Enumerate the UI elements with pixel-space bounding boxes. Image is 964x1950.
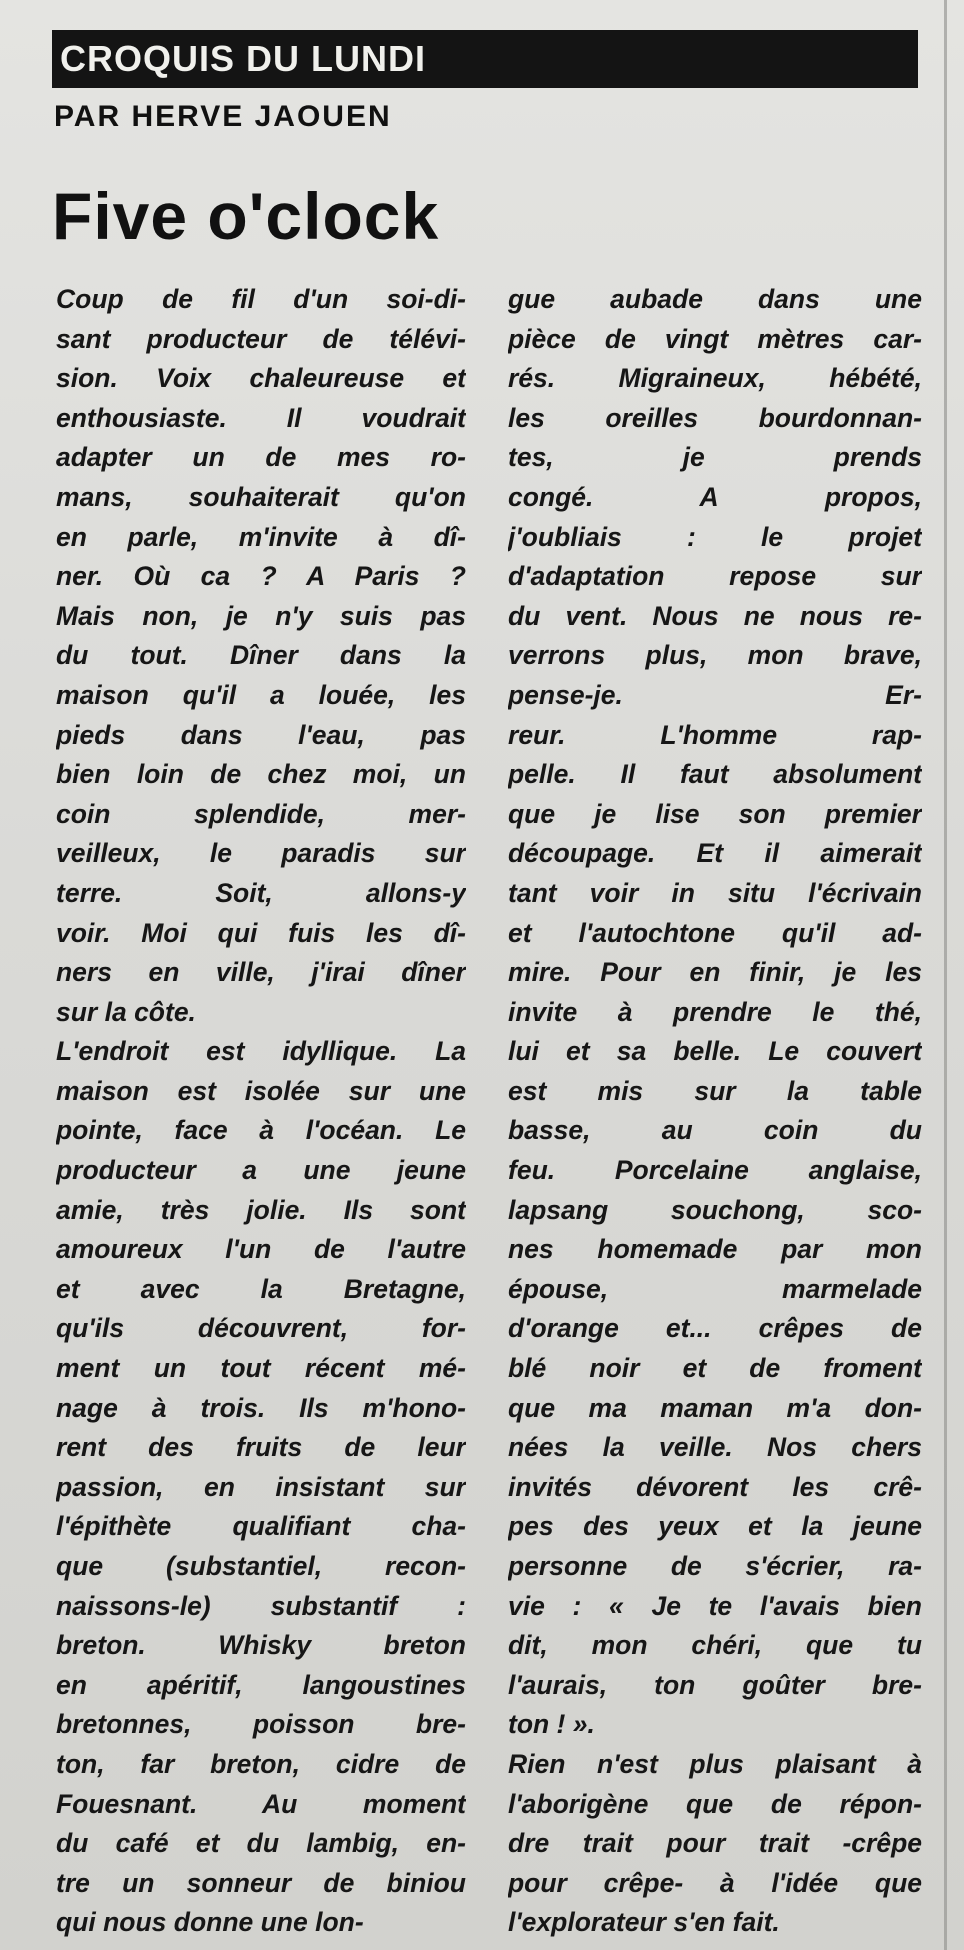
- article-line: ner. Où ca ? A Paris ?: [56, 561, 466, 592]
- article-line: ment un tout récent mé-: [56, 1353, 466, 1384]
- article-line: du tout. Dîner dans la: [56, 640, 466, 671]
- article-line: l'explorateur s'en fait.: [508, 1907, 780, 1938]
- article-column-right: [508, 280, 922, 1943]
- article-line: amoureux l'un de l'autre: [56, 1234, 466, 1265]
- article-line: coin splendide, mer-: [56, 798, 466, 829]
- article-line: vie : « Je te l'avais bien: [508, 1590, 922, 1621]
- article-line: enthousiaste. Il voudrait: [56, 402, 466, 433]
- article-line: pense-je. Er-: [508, 679, 922, 710]
- article-line: bien loin de chez moi, un: [56, 759, 466, 790]
- article-line: terre. Soit, allons-y: [56, 877, 466, 908]
- article-line: blé noir et de froment: [508, 1353, 922, 1384]
- article-line: du vent. Nous ne nous re-: [508, 600, 922, 631]
- article-line: lapsang souchong, sco-: [508, 1194, 922, 1225]
- article-line: et l'autochtone qu'il ad-: [508, 917, 922, 948]
- article-line: veilleux, le paradis sur: [56, 838, 466, 869]
- article-line: rent des fruits de leur: [56, 1432, 466, 1463]
- article-line: maison qu'il a louée, les: [56, 679, 466, 710]
- article-line: les oreilles bourdonnan-: [508, 402, 922, 433]
- article-line: que (substantiel, recon-: [56, 1551, 466, 1581]
- article-line: adapter un de mes ro-: [56, 442, 466, 473]
- article-line: naissons-le) substantif :: [56, 1590, 466, 1621]
- article-line: en parle, m'invite à dî-: [56, 521, 466, 552]
- article-line: j'oubliais : le projet: [508, 521, 922, 552]
- article-line: ners en ville, j'irai dîner: [56, 957, 466, 988]
- article-line: basse, au coin du: [508, 1115, 922, 1146]
- article-line: reur. L'homme rap-: [508, 719, 922, 750]
- article-line: qu'ils découvrent, for-: [56, 1313, 466, 1344]
- article-line: tes, je prends: [508, 442, 922, 473]
- article-line: producteur a une jeune: [56, 1155, 466, 1186]
- article-column-left: [56, 280, 466, 1943]
- article-line: sion. Voix chaleureuse et: [56, 363, 466, 394]
- article-line: pointe, face à l'océan. Le: [56, 1115, 466, 1146]
- article-line: Coup de fil d'un soi-di-: [56, 284, 466, 314]
- article-line: et avec la Bretagne,: [56, 1273, 466, 1304]
- article-line: sur la côte.: [56, 996, 196, 1027]
- article-headline: Five o'clock: [52, 179, 440, 253]
- article-line: personne de s'écrier, ra-: [508, 1551, 922, 1581]
- article-line: L'endroit est idyllique. La: [56, 1036, 466, 1067]
- article-line: nes homemade par mon: [508, 1234, 922, 1265]
- article-line: rés. Migraineux, hébété,: [508, 363, 922, 394]
- article-line: ton, far breton, cidre de: [56, 1748, 466, 1779]
- article-line: Rien n'est plus plaisant à: [508, 1748, 922, 1779]
- article-line: verrons plus, mon brave,: [508, 640, 922, 671]
- article-line: mans, souhaiterait qu'on: [56, 481, 466, 512]
- author-byline: PAR HERVE JAOUEN: [54, 100, 392, 133]
- article-line: gue aubade dans une: [508, 284, 922, 314]
- article-line: nées la veille. Nos chers: [508, 1432, 922, 1463]
- article-line: bretonnes, poisson bre-: [56, 1709, 466, 1740]
- article-line: que ma maman m'a don-: [508, 1392, 922, 1423]
- article-line: invités dévorent les crê-: [508, 1471, 922, 1502]
- article-line: invite à prendre le thé,: [508, 996, 922, 1027]
- article-line: pieds dans l'eau, pas: [56, 719, 466, 750]
- article-line: mire. Pour en finir, je les: [508, 957, 922, 988]
- article-line: feu. Porcelaine anglaise,: [508, 1155, 922, 1186]
- article-line: voir. Moi qui fuis les dî-: [56, 917, 466, 948]
- article-line: du café et du lambig, en-: [56, 1828, 466, 1859]
- article-line: en apéritif, langoustines: [56, 1669, 466, 1700]
- article-line: d'adaptation repose sur: [508, 561, 922, 592]
- article-line: l'aurais, ton goûter bre-: [508, 1669, 922, 1700]
- column-rule: [944, 0, 947, 1950]
- article-line: pièce de vingt mètres car-: [508, 323, 922, 354]
- article-line: maison est isolée sur une: [56, 1075, 466, 1106]
- article-line: dre trait pour trait -crêpe: [508, 1828, 922, 1859]
- article-line: dit, mon chéri, que tu: [508, 1630, 922, 1661]
- article-line: sant producteur de télévi-: [56, 323, 466, 354]
- article-line: breton. Whisky breton: [56, 1630, 466, 1661]
- article-line: l'aborigène que de répon-: [508, 1788, 922, 1819]
- article-line: découpage. Et il aimerait: [508, 838, 922, 869]
- article-line: Mais non, je n'y suis pas: [56, 600, 466, 631]
- article-line: que je lise son premier: [508, 798, 922, 829]
- article-line: tre un sonneur de biniou: [56, 1867, 466, 1898]
- rubric-title: CROQUIS DU LUNDI: [60, 38, 426, 79]
- article-line: pes des yeux et la jeune: [508, 1511, 922, 1542]
- article-line: tant voir in situ l'écrivain: [508, 877, 922, 908]
- article-line: d'orange et... crêpes de: [508, 1313, 922, 1344]
- article-line: est mis sur la table: [508, 1075, 922, 1106]
- article-line: l'épithète qualifiant cha-: [56, 1511, 466, 1542]
- article-line: nage à trois. Ils m'hono-: [56, 1392, 466, 1423]
- article-line: pelle. Il faut absolument: [508, 759, 922, 790]
- article-line: pour crêpe- à l'idée que: [508, 1867, 922, 1898]
- article-line: amie, très jolie. Ils sont: [56, 1194, 466, 1225]
- article-line: congé. A propos,: [508, 481, 922, 512]
- article-line: ton ! ».: [508, 1709, 595, 1740]
- article-line: Fouesnant. Au moment: [56, 1788, 466, 1819]
- article-line: qui nous donne une lon-: [56, 1907, 364, 1938]
- article-line: lui et sa belle. Le couvert: [508, 1036, 922, 1067]
- article-line: épouse, marmelade: [508, 1273, 922, 1304]
- article-line: passion, en insistant sur: [56, 1471, 466, 1502]
